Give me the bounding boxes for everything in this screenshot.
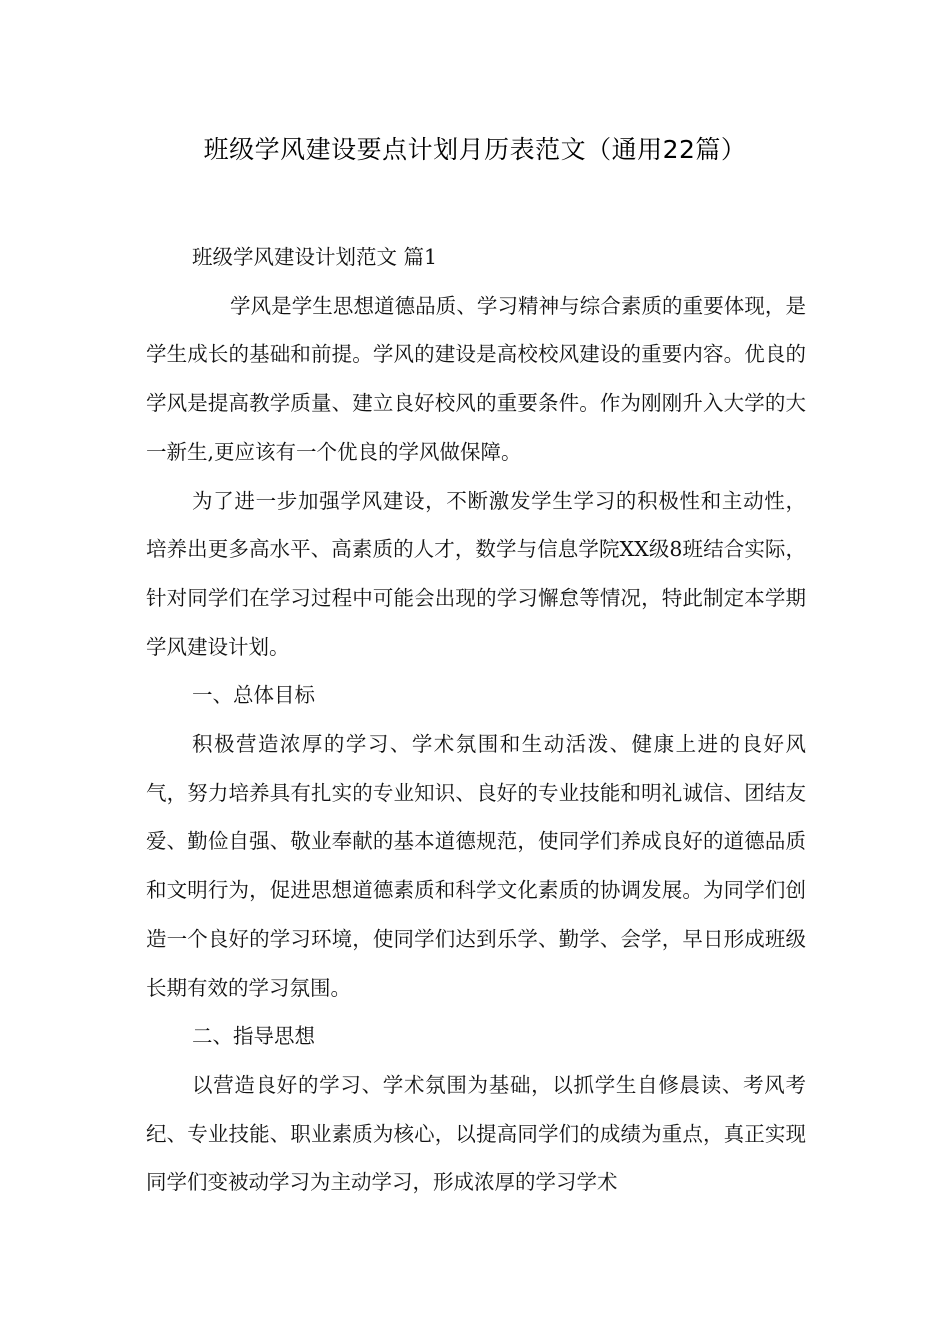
paragraph-1: 学风是学生思想道德品质、学习精神与综合素质的重要体现，是学生成长的基础和前提。学风的建设是高校校风建设的重要内容。优良的学风是提高教学质量、建立良好校风的重要条件。作为刚刚升入大学的大一新生,更应该有一个优良的学风做保障。 — [146, 293, 806, 464]
heading-guiding-thought: 二、指导思想 — [192, 1024, 315, 1049]
document-body — [146, 233, 806, 1207]
section-title: 班级学风建设计划范文 篇1 — [192, 245, 438, 269]
paragraph-3: 积极营造浓厚的学习、学术氛围和生动活泼、健康上进的良好风气，努力培养具有扎实的专业知识、良好的专业技能和明礼诚信、团结友爱、勤俭自强、敬业奉献的基本道德规范，使同学们养成良好的道德品质和文明行为，促进思想道德素质和科学文化素质的协调发展。为同学们创造一个良好的学习环境，使同学们达到乐学、勤学、会学，早日形成班级长期有效的学习氛围。 — [146, 732, 806, 1000]
heading-overall-goal: 一、总体目标 — [192, 683, 315, 708]
paragraph-4: 以营造良好的学习、学术氛围为基础，以抓学生自修晨读、考风考纪、专业技能、职业素质为核心，以提高同学们的成绩为重点，真正实现同学们变被动学习为主动学习，形成浓厚的学习学术 — [146, 1072, 806, 1195]
document-title: 班级学风建设要点计划月历表范文（通用22篇） — [203, 135, 747, 164]
paragraph-2: 为了进一步加强学风建设，不断激发学生学习的积极性和主动性，培养出更多高水平、高素质的人才，数学与信息学院XX级8班结合实际，针对同学们在学习过程中可能会出现的学习懈怠等情况，特此制定本学期学风建设计划。 — [146, 488, 806, 659]
